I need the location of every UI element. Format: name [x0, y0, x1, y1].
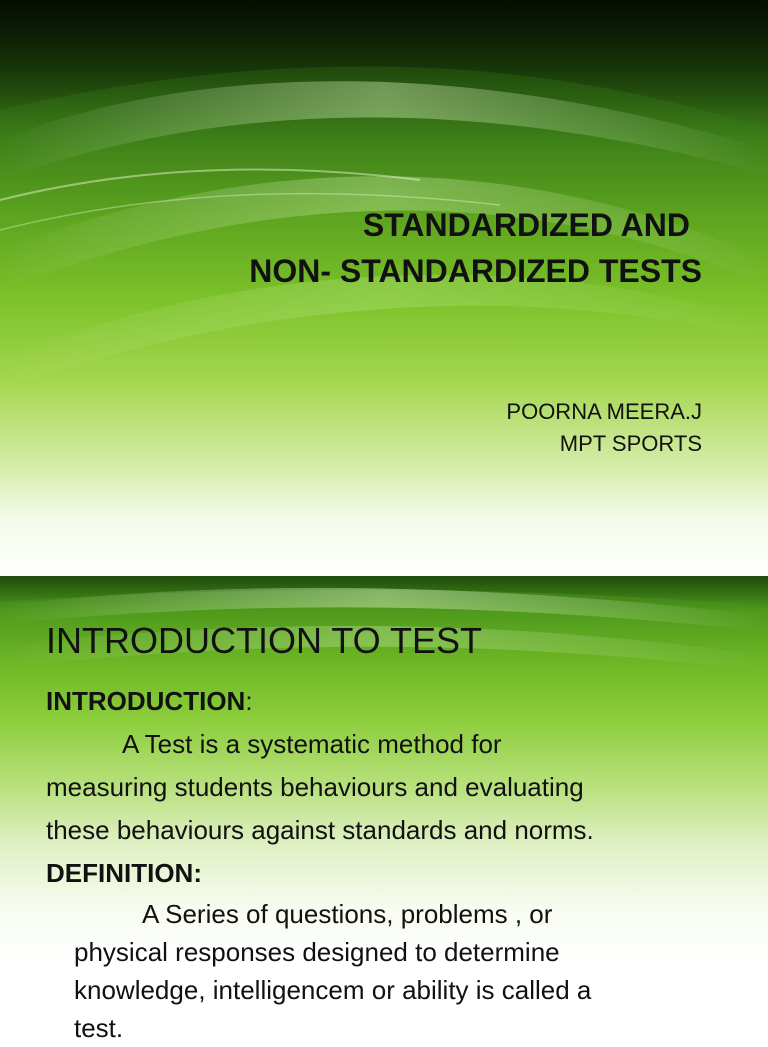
definition-line-4: test. — [74, 1013, 124, 1043]
introduction-label-row — [46, 680, 746, 723]
intro-line-3: these behaviours against standards and norms. — [46, 815, 594, 845]
title-line-2: NON- STANDARDIZED TESTS — [249, 253, 702, 289]
intro-line-2: measuring students behaviours and evaluating — [46, 772, 584, 802]
introduction-colon: : — [245, 686, 253, 716]
definition-label: DEFINITION: — [46, 858, 202, 888]
introduction-slide — [0, 576, 768, 1043]
author-info — [300, 396, 702, 460]
definition-line-2: physical responses designed to determine — [74, 937, 560, 967]
author-name: POORNA MEERA.J — [506, 399, 702, 424]
presentation-title — [60, 202, 702, 294]
slide-body — [46, 680, 746, 1047]
title-line-1: STANDARDIZED AND — [362, 207, 690, 243]
intro-line-1: A Test is a systematic method for — [122, 729, 502, 759]
slide-heading: INTRODUCTION TO TEST — [46, 620, 483, 661]
definition-line-1: A Series of questions, problems , or — [142, 899, 553, 929]
author-program: MPT SPORTS — [559, 431, 702, 456]
introduction-label: INTRODUCTION — [46, 686, 246, 716]
definition-line-3: knowledge, intelligencem or ability is called a — [74, 975, 592, 1005]
